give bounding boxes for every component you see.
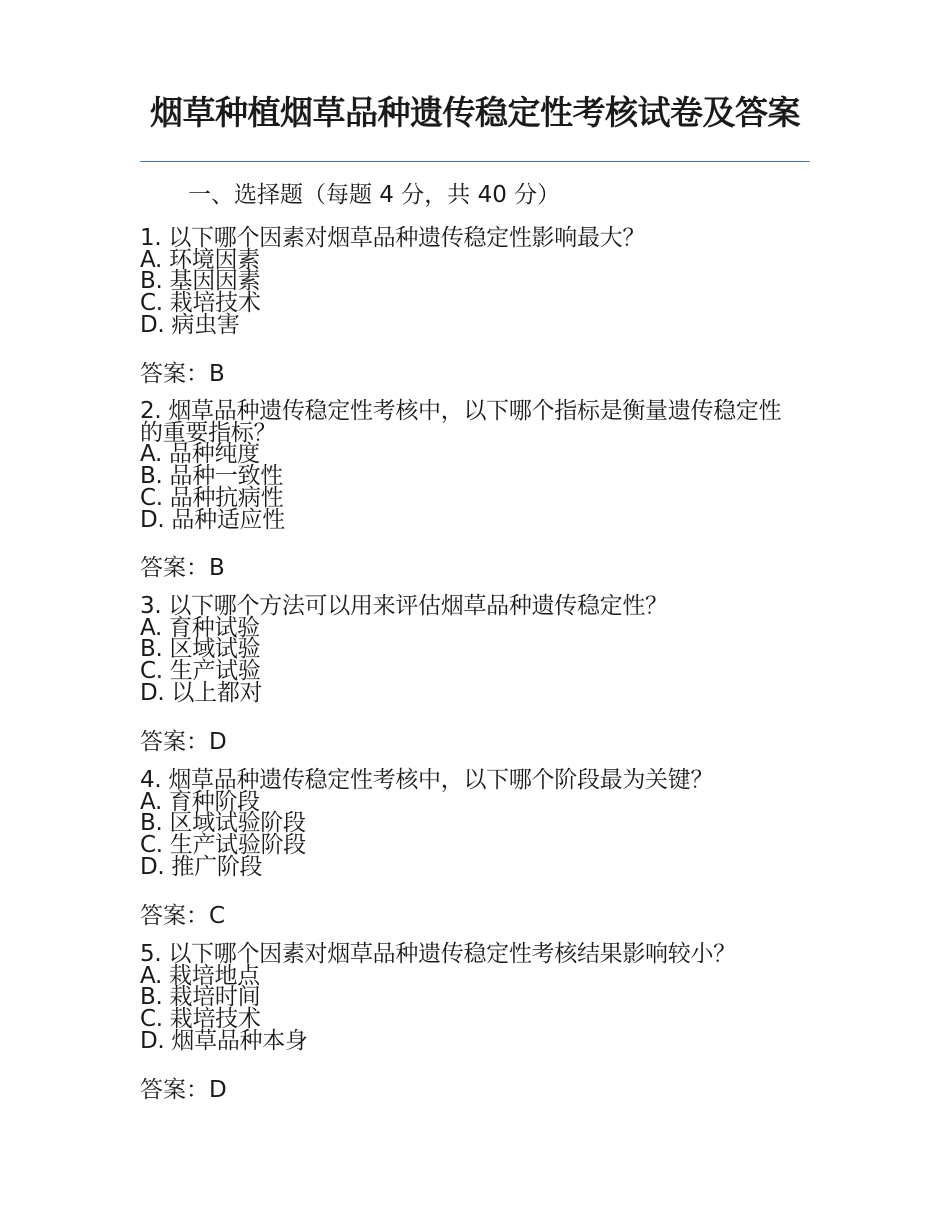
option-a: A. 育种阶段 [140, 788, 260, 815]
answer: 答案：B [140, 360, 225, 387]
question-text: 1. 以下哪个因素对烟草品种遗传稳定性影响最大？ [140, 225, 646, 251]
option-c: C. 栽培技术 [140, 1006, 261, 1033]
option-a: A. 育种试验 [140, 614, 260, 641]
option-b: B. 基因因素 [140, 268, 261, 295]
option-d: D. 品种适应性 [140, 506, 285, 533]
option-c: C. 生产试验 [140, 658, 261, 685]
question-3 [140, 593, 800, 755]
option-c: C. 品种抗病性 [140, 484, 284, 511]
question-2 [140, 398, 800, 582]
option-b: B. 区域试验阶段 [140, 810, 306, 837]
option-a: A. 栽培地点 [140, 962, 260, 989]
title-underline [140, 161, 810, 162]
section-heading: 一、选择题（每题 4 分，共 40 分） [188, 182, 561, 208]
option-d: D. 病虫害 [140, 311, 240, 338]
option-b: B. 栽培时间 [140, 984, 261, 1011]
option-d: D. 以上都对 [140, 679, 263, 706]
question-text: 3. 以下哪个方法可以用来评估烟草品种遗传稳定性？ [140, 593, 668, 619]
option-c: C. 生产试验阶段 [140, 832, 306, 859]
option-c: C. 栽培技术 [140, 290, 261, 317]
option-d: D. 烟草品种本身 [140, 1027, 308, 1054]
option-b: B. 区域试验 [140, 636, 261, 663]
document-title: 烟草种植烟草品种遗传稳定性考核试卷及答案 [150, 93, 800, 132]
option-b: B. 品种一致性 [140, 463, 284, 490]
option-a: A. 环境因素 [140, 246, 260, 273]
question-5 [140, 941, 800, 1103]
question-text: 5. 以下哪个因素对烟草品种遗传稳定性考核结果影响较小？ [140, 941, 736, 967]
question-4 [140, 767, 800, 929]
question-text: 2. 烟草品种遗传稳定性考核中，以下哪个指标是衡量遗传稳定性的重要指标？ [140, 398, 782, 446]
answer: 答案：D [140, 728, 227, 755]
question-1 [140, 225, 800, 387]
answer: 答案：C [140, 902, 226, 929]
question-text: 4. 烟草品种遗传稳定性考核中，以下哪个阶段最为关键？ [140, 767, 714, 793]
option-a: A. 品种纯度 [140, 441, 260, 468]
option-d: D. 推广阶段 [140, 853, 263, 880]
answer: 答案：B [140, 555, 225, 582]
answer: 答案：D [140, 1076, 227, 1103]
